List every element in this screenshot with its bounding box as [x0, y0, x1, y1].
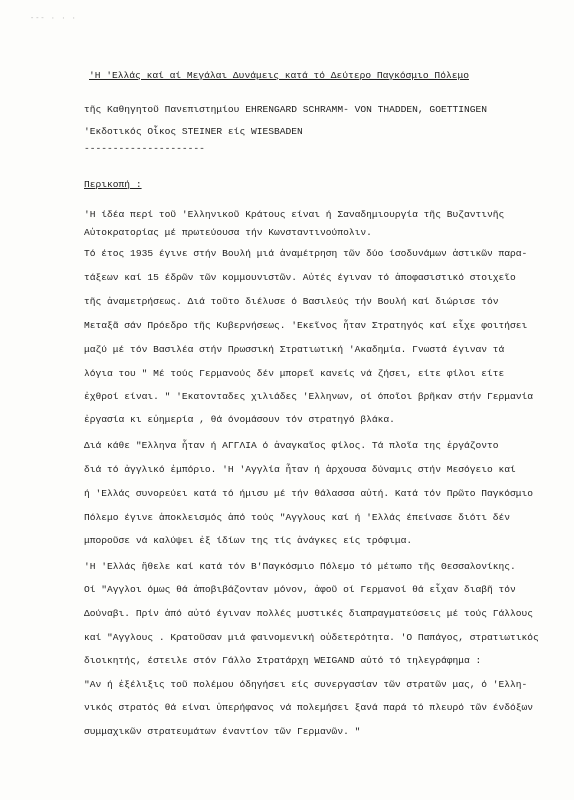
paragraph-3-line-5: μποροῦσε νά καλύψει ἐξ ίδίων της τίς ἀνάγκες είς τρόφιμα.	[84, 535, 413, 546]
paragraph-4-line-4: καί "Αγγλους . Κρατοῦσαν μιά φαινομενική οὐδετερότητα. 'Ο Παπάγος, στρατιωτικός	[84, 632, 539, 643]
paragraph-4-line-5: διοικητής, έστειλε στόν Γάλλο Στρατάρχη WEIGAND αὐτό τό τηλεγράφημα :	[84, 655, 482, 666]
separator-line: ---------------------	[84, 143, 205, 154]
paragraph-2-line-3: τῆς ἀναμετρήσεως. Διά τοῦτο διέλυσε ό Βασιλεύς τήν Βουλή καί διώρισε τόν	[84, 296, 499, 307]
paragraph-4-line-1: 'Η 'Ελλάς ἤθελε καί κατά τόν Β'Παγκόσμιο Πόλεμο τό μέτωπο τῆς Θεσσαλονίκης.	[84, 561, 516, 572]
paragraph-4-line-2: Οί "Αγγλοι όμως θά ἀποβιβάζονταν μόνον, ἀφοῦ οί Γερμανοί θά εἶχαν διαβῆ τόν	[84, 584, 516, 595]
paragraph-1-line-1: 'Η ίδέα περί τοῦ 'Ελληνικοῦ Κράτους είναι ή Σαναδημιουργία τῆς Βυζαντινῆς	[84, 209, 505, 220]
paragraph-3-line-1: Διά κάθε "Ελληνα ἦταν ή ΑΓΓΛΙΑ ό ἀναγκαῖος φίλος. Τά πλοῖα της ἐργάζοντο	[84, 440, 499, 451]
paragraph-4-line-8: συμμαχικῶν στρατευμάτων έναντίον τῶν Γερμανῶν. "	[84, 726, 361, 737]
publisher-line: 'Εκδοτικός Οἶκος STEINER είς WIESBADEN	[84, 126, 303, 137]
paragraph-3-line-2: διά τό ἀγγλικό ἐμπόριο. 'Η 'Αγγλία ἦταν ή ἀρχουσα δύναμις στήν Μεσόγειο καί	[84, 464, 516, 475]
paragraph-4-line-3: Δούναβι. Πρίν ἀπό αὐτό έγιναν πολλές μυστικές διαπραγματεύσεις μέ τούς Γάλλους	[84, 608, 534, 619]
section-heading: Περικοπή :	[84, 179, 142, 190]
paragraph-2-line-4: Μεταξᾶ σάν Πρόεδρο τῆς Κυβερνήσεως. 'Εκεῖνος ἦταν Στρατηγός καί εἶχε φοιτήσει	[84, 320, 528, 331]
paragraph-3-line-4: Πόλεμο έγινε ἀποκλεισμός ἀπό τούς "Αγγλους καί ή 'Ελλάς έπείνασε διότι δέν	[84, 512, 511, 523]
paragraph-2-line-8: ἐργασία κι εὐημερία , θά όνομάσουν τόν στρατηγό βλάκα.	[84, 414, 395, 425]
paragraph-1-line-2: Αὐτοκρατορίας μέ πρωτεύουσα τήν Κωνσταντινούπολιν.	[84, 227, 372, 238]
author-line: τῆς Καθηγητοῦ Πανεπιστημίου EHRENGARD SCHRAMM- VON THADDEN, GOETTINGEN	[84, 104, 488, 115]
paragraph-2-line-7: ἐχθροί είναι. " 'Εκατονταδες χιλιάδες 'Ελληνων, οί όποῖοι βρῆκαν στήν Γερμανία	[84, 391, 534, 402]
paragraph-2-line-5: μαζύ μέ τόν Βασιλέα στήν Πρωσσική Στρατιωτική 'Ακαδημία. Γνωστά έγιναν τά	[84, 344, 505, 355]
paragraph-2-line-6: λόγια του " Μέ τούς Γερμανούς δέν μπορεῖ κανείς νά ζήσει, είτε φίλοι είτε	[84, 368, 505, 379]
paragraph-4-line-7: νικός στρατός θά είναι ὑπερήφανος νά πολεμήσει ξανά παρά τό πλευρό τῶν ένδόξων	[84, 702, 534, 713]
paragraph-2-line-2: τάξεων καί 15 έδρῶν τῶν κομμουνιστῶν. Αὐτές έγιναν τό ἀποφασιστικό στοιχεῖο	[84, 272, 516, 283]
document-title: 'Η 'Ελλάς καί αί Μεγάλαι Δυνάμεις κατά τό Δεύτερο Παγκόσμιο Πόλεμο	[89, 70, 469, 81]
corner-mark: --- · · ·	[30, 15, 77, 23]
paragraph-4-line-6: "Αν ή ἐξέλιξις τοῦ πολέμου όδηγήσει είς συνεργασίαν τῶν στρατῶν μας, ό 'Ελλη-	[84, 679, 528, 690]
paragraph-3-line-3: ή 'Ελλάς συνορεύει κατά τό ήμισυ μέ τήν θάλασσα αὐτή. Κατά τόν Πρῶτο Παγκόσμιο	[84, 488, 534, 499]
paragraph-2-line-1: Τό έτος 1935 έγινε στήν Βουλή μιά ἀναμέτρηση τῶν δύο ίσοδυνάμων ἀστικῶν παρα-	[84, 248, 528, 259]
